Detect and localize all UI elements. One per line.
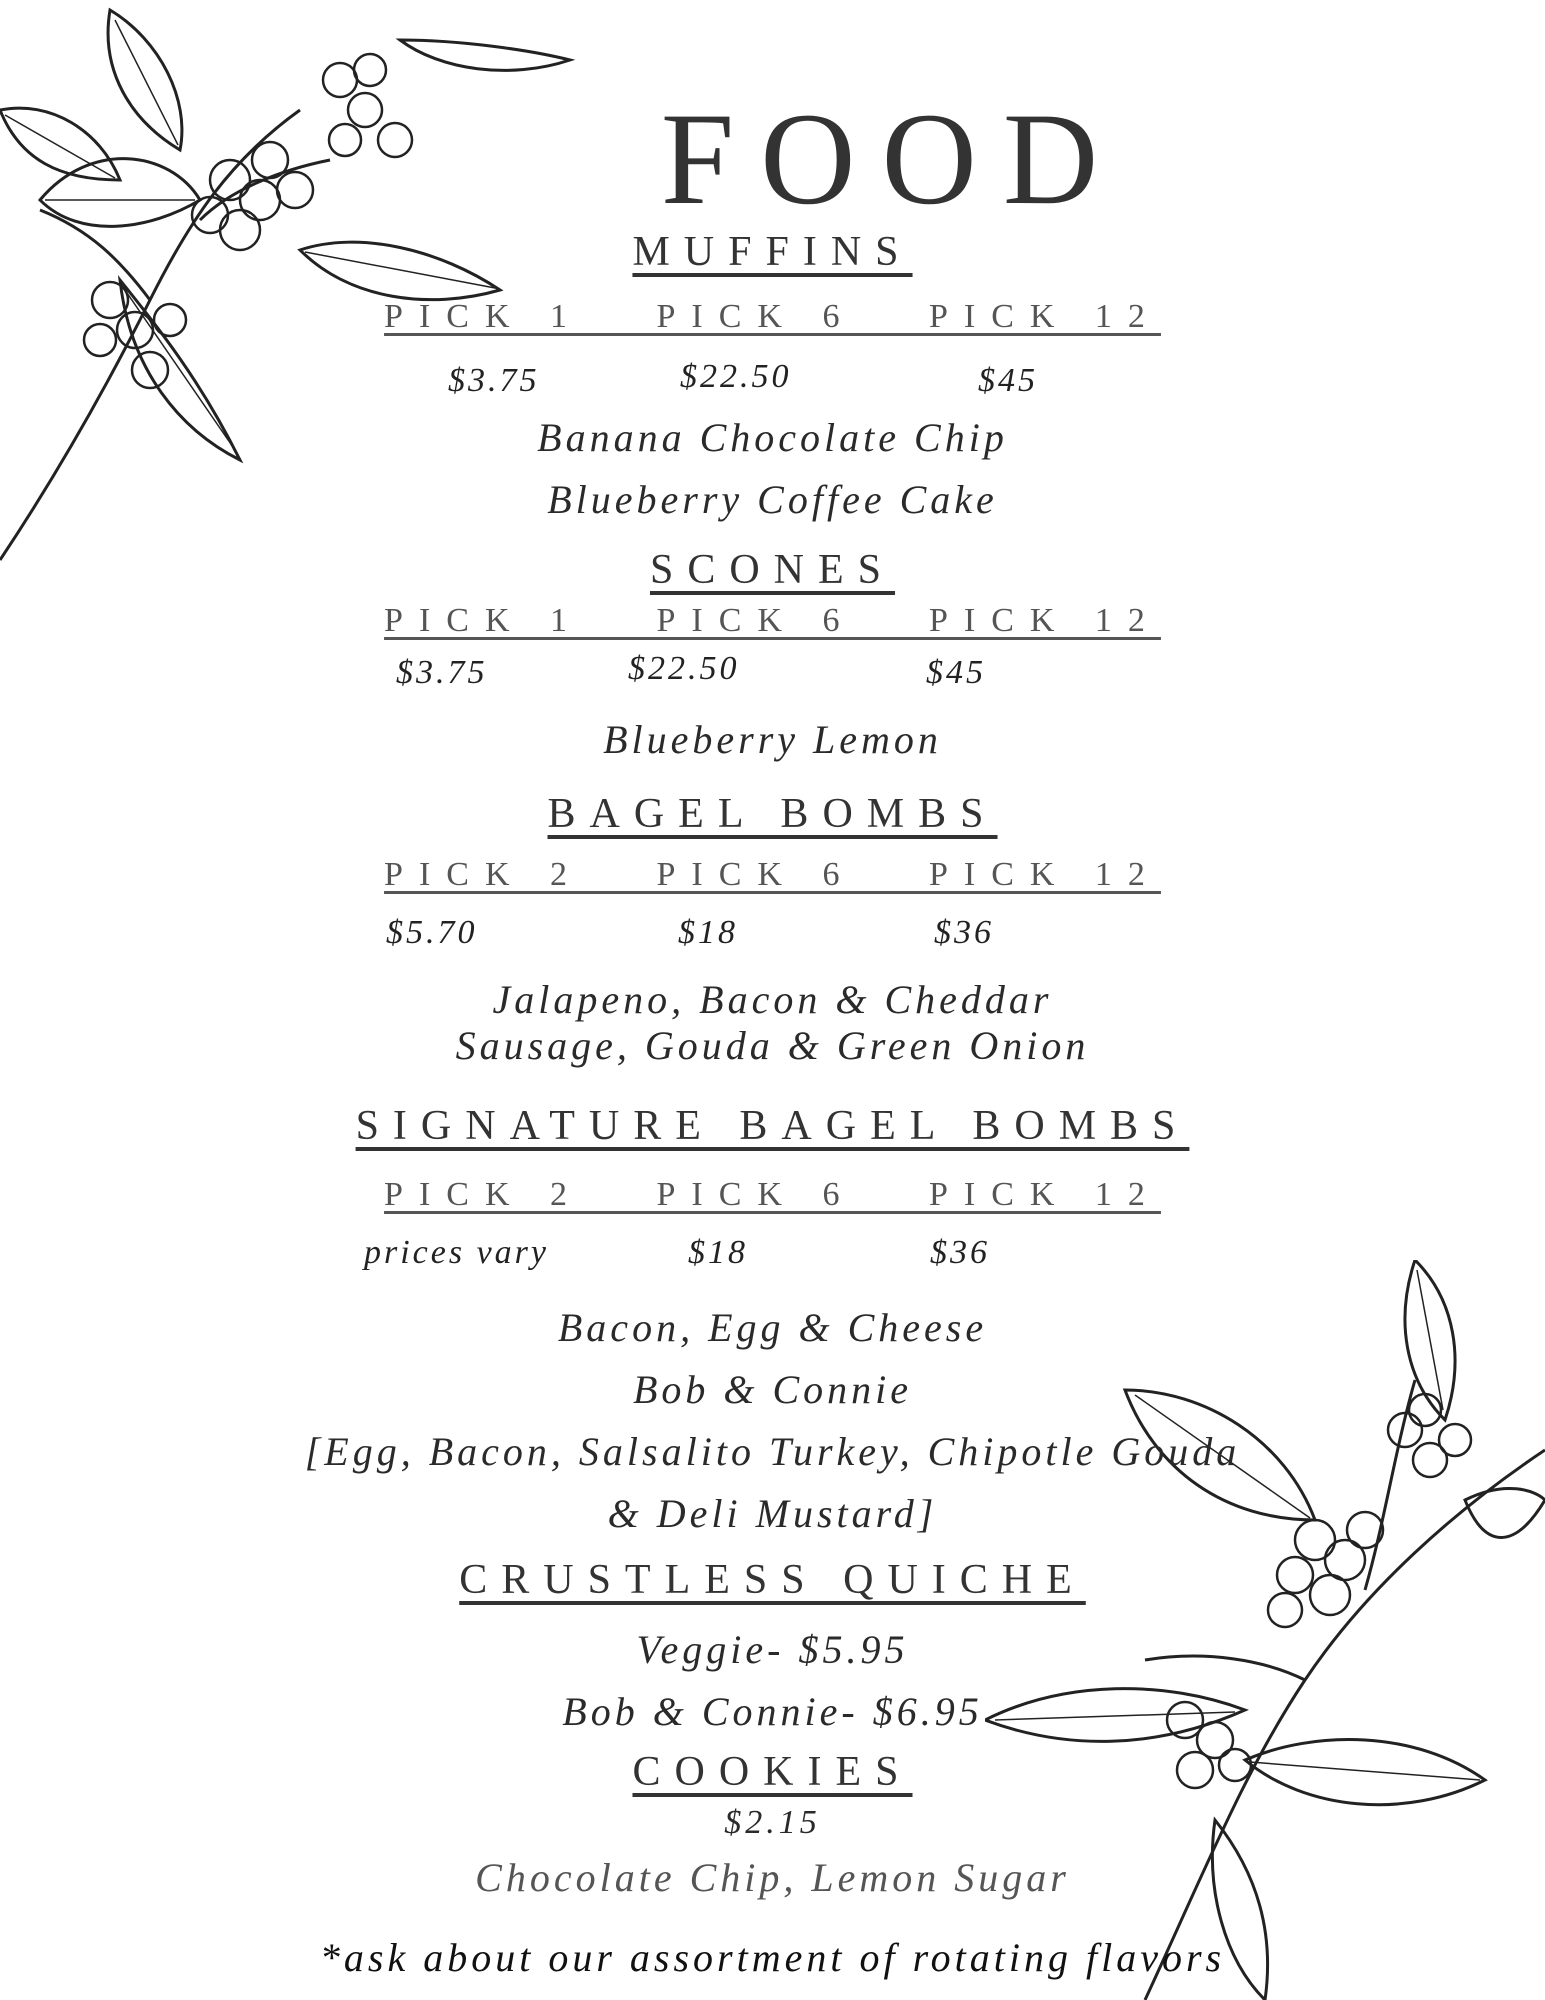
- section-heading-scones: SCONES: [649, 547, 896, 593]
- section-heading-muffins: MUFFINS: [632, 229, 913, 275]
- section-heading-cookies: COOKIES: [632, 1749, 913, 1795]
- cookie-price: $2.15: [724, 1804, 821, 1841]
- leaf-icon: [400, 40, 570, 70]
- pick-options-scones: PICK 1 PICK 6 PICK 12: [384, 602, 1161, 639]
- page-title: FOOD: [660, 85, 1125, 232]
- menu-item: Bacon, Egg & Cheese: [557, 1305, 988, 1350]
- footnote: *ask about our assortment of rotating flavors: [319, 1935, 1226, 1980]
- price-pick-6: $18: [688, 1234, 748, 1271]
- menu-item: Bob & Connie: [632, 1367, 913, 1412]
- section-heading-crustless-quiche: CRUSTLESS QUICHE: [459, 1557, 1086, 1603]
- menu-item: Jalapeno, Bacon & Cheddar: [492, 977, 1053, 1022]
- pick-options-bagel-bombs: PICK 2 PICK 6 PICK 12: [384, 856, 1161, 893]
- price-pick-12: $36: [934, 914, 994, 951]
- price-pick-2: $5.70: [386, 914, 478, 951]
- price-pick-12: $45: [926, 654, 986, 691]
- price-pick-6: $22.50: [628, 650, 740, 687]
- menu-item: Chocolate Chip, Lemon Sugar: [475, 1855, 1070, 1900]
- price-pick-1: $3.75: [396, 654, 488, 691]
- menu-item: Veggie- $5.95: [636, 1627, 909, 1672]
- menu-item: [Egg, Bacon, Salsalito Turkey, Chipotle Gouda: [304, 1429, 1241, 1474]
- pick-options-muffins: PICK 1 PICK 6 PICK 12: [384, 298, 1161, 335]
- price-pick-6: $18: [678, 914, 738, 951]
- price-pick-12: $45: [978, 362, 1038, 399]
- section-heading-signature-bagel-bombs: SIGNATURE BAGEL BOMBS: [355, 1103, 1190, 1149]
- section-heading-bagel-bombs: BAGEL BOMBS: [547, 791, 998, 837]
- menu-item: & Deli Mustard]: [607, 1491, 938, 1536]
- menu-item: Sausage, Gouda & Green Onion: [455, 1023, 1090, 1068]
- pick-options-signature-bagel-bombs: PICK 2 PICK 6 PICK 12: [384, 1176, 1161, 1213]
- menu-item: Blueberry Coffee Cake: [547, 477, 998, 522]
- price-pick-1: $3.75: [448, 362, 540, 399]
- menu-item: Blueberry Lemon: [603, 717, 942, 762]
- price-pick-2: prices vary: [364, 1234, 550, 1271]
- menu-item: Bob & Connie- $6.95: [562, 1689, 983, 1734]
- price-pick-12: $36: [930, 1234, 990, 1271]
- price-pick-6: $22.50: [680, 358, 792, 395]
- menu-item: Banana Chocolate Chip: [537, 415, 1008, 460]
